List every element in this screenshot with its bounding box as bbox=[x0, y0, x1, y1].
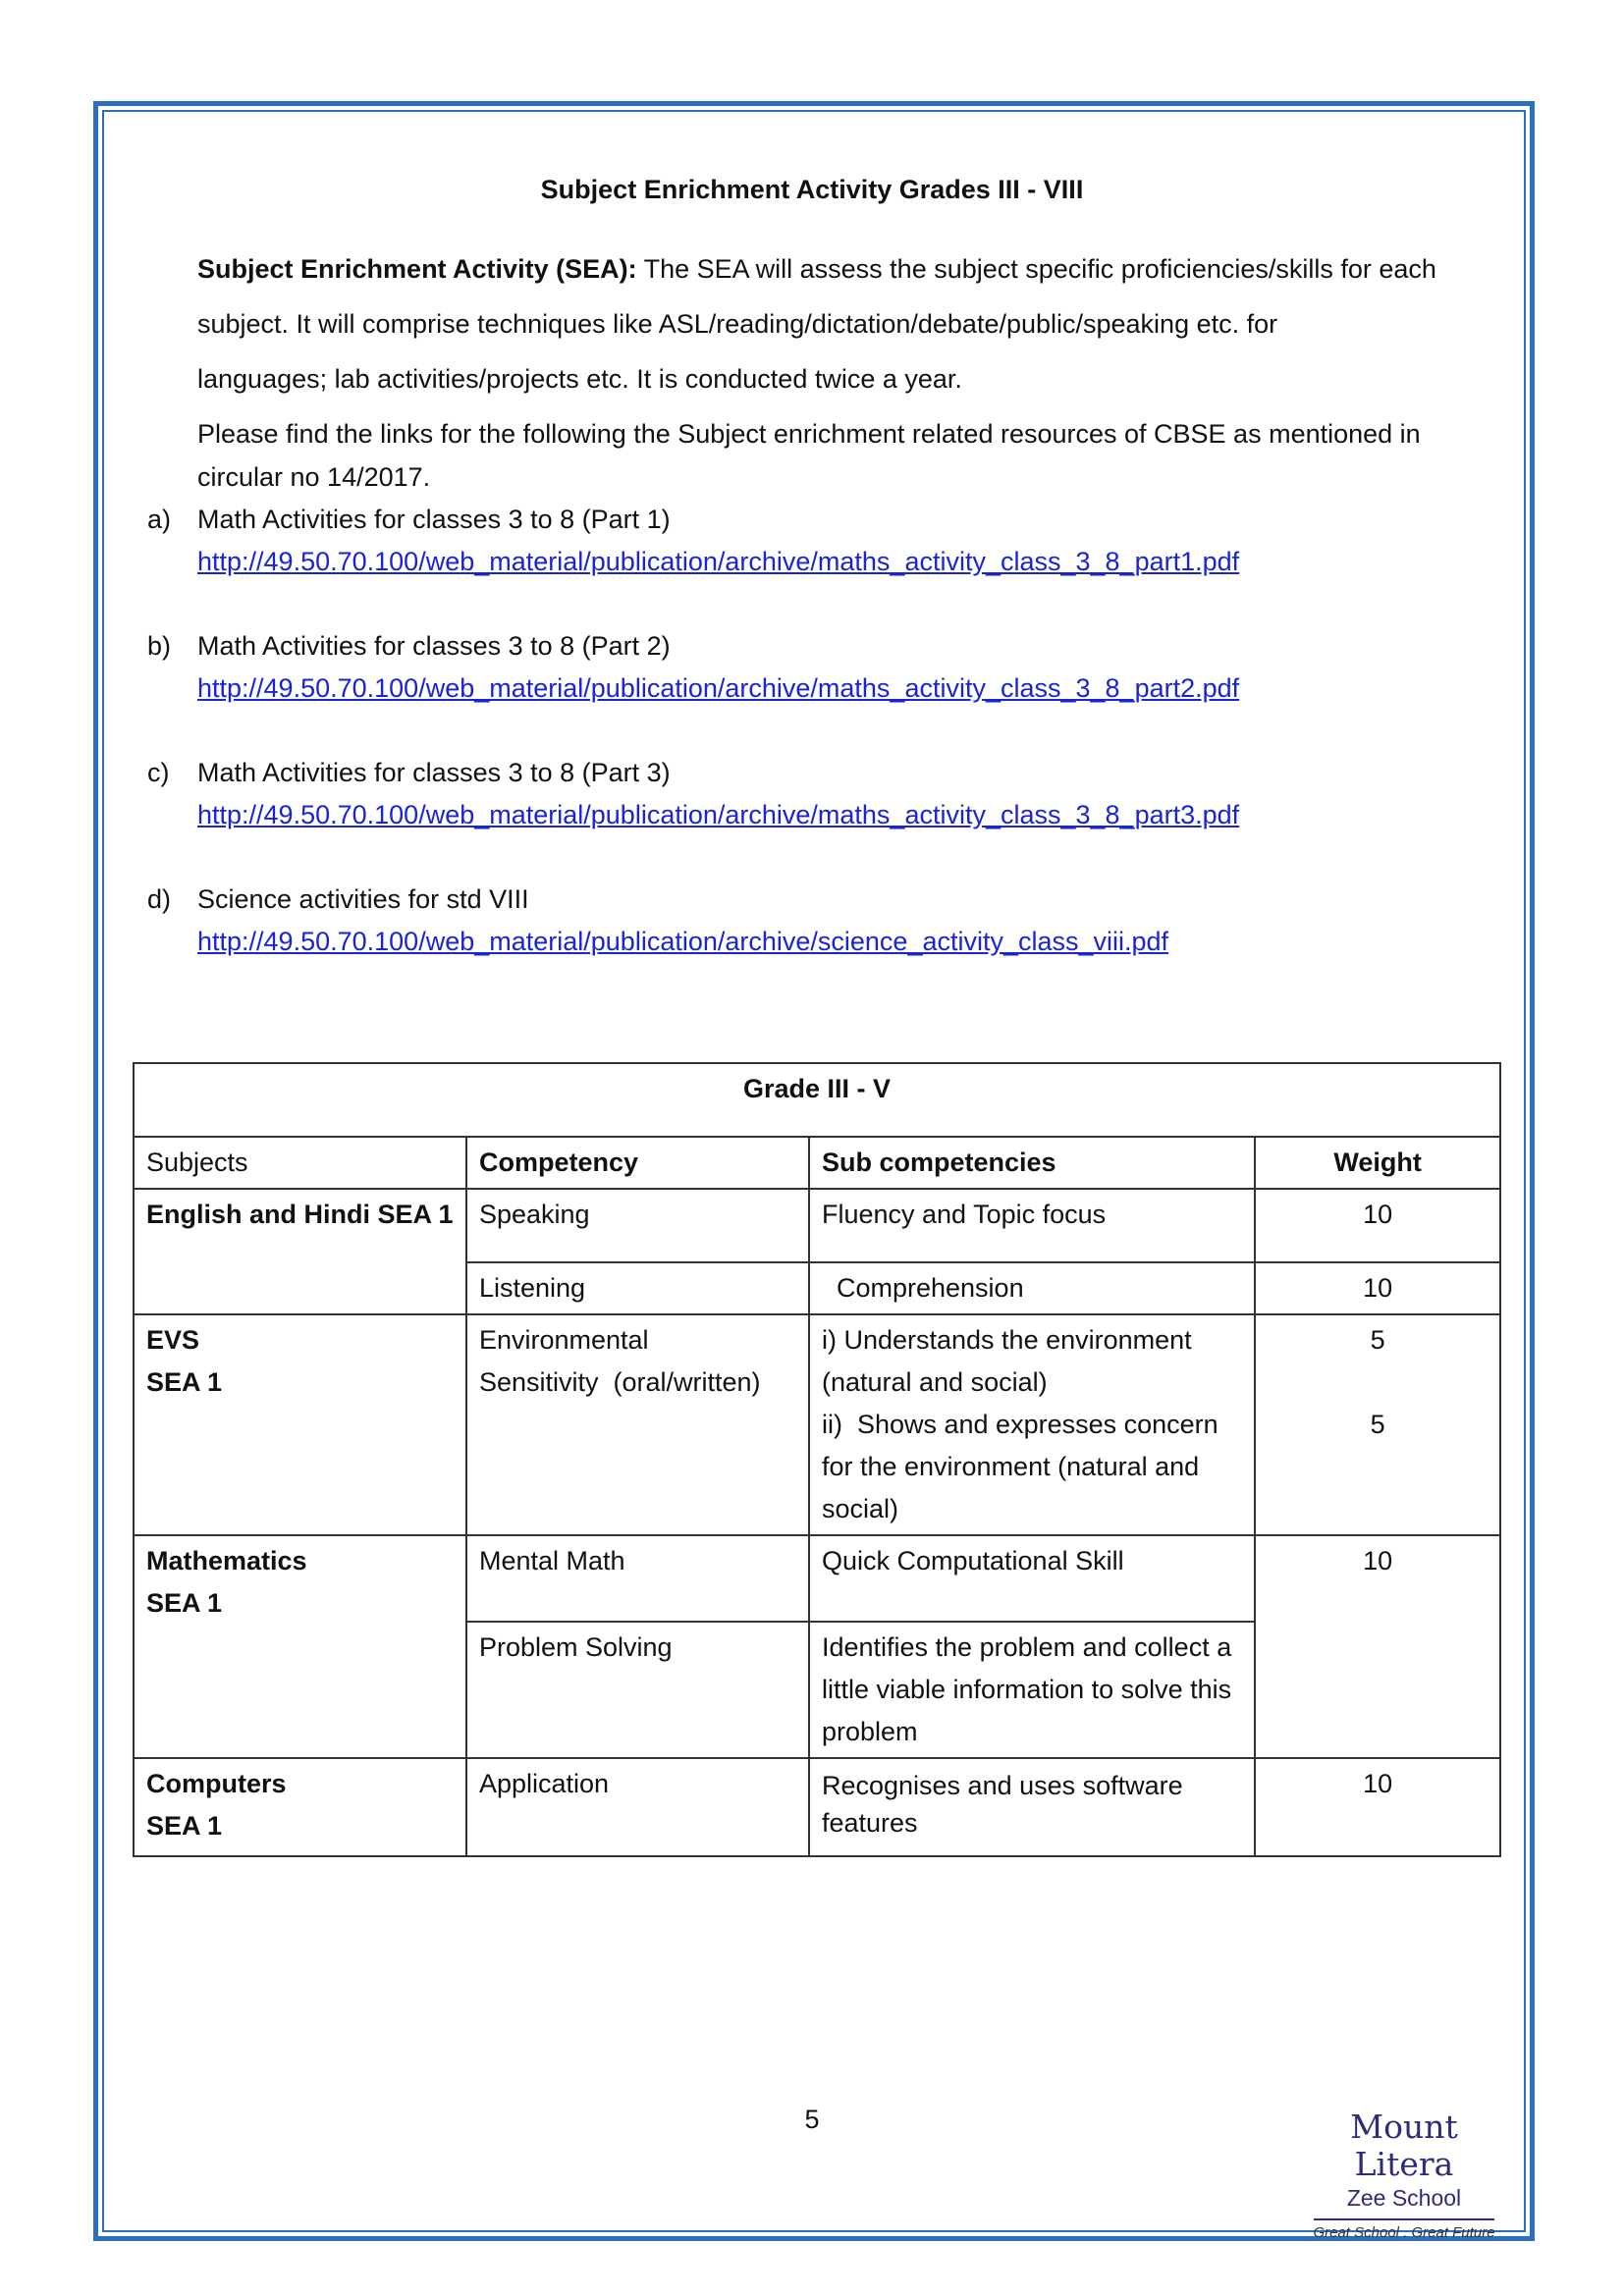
subject-mathematics bbox=[134, 1535, 466, 1758]
weight-cell: 10 bbox=[1255, 1262, 1500, 1314]
resource-marker: b) bbox=[147, 631, 172, 661]
sub-competency-line: i) Understands the environment (natural and social) bbox=[821, 1325, 1192, 1397]
competency-line: Sensitivity (oral/written) bbox=[478, 1367, 761, 1397]
header-sub-competencies: Sub competencies bbox=[809, 1137, 1255, 1189]
resource-text: Science activities for std VIII bbox=[197, 884, 529, 914]
sub-competency-cell bbox=[809, 1314, 1255, 1535]
weight-value: 5 bbox=[1370, 1410, 1385, 1439]
intro-paragraph bbox=[197, 241, 1503, 406]
table-heading: Grade III - V bbox=[134, 1063, 1500, 1137]
weight-value: 5 bbox=[1370, 1325, 1385, 1355]
subject-sea: SEA 1 bbox=[146, 1588, 223, 1618]
header-competency: Competency bbox=[466, 1137, 809, 1189]
competency-cell: Application bbox=[466, 1758, 809, 1856]
logo-divider bbox=[1314, 2218, 1494, 2220]
weight-cell bbox=[1255, 1314, 1500, 1535]
intro-label: Subject Enrichment Activity (SEA): bbox=[197, 254, 637, 284]
intro-line3: languages; lab activities/projects etc. It is conducted twice a year. bbox=[197, 364, 962, 394]
note-paragraph bbox=[197, 412, 1503, 499]
competency-cell: Mental Math bbox=[466, 1535, 809, 1622]
sub-competency-cell: Recognises and uses software features bbox=[809, 1758, 1255, 1856]
sub-competency-cell: Comprehension bbox=[809, 1262, 1255, 1314]
resource-marker: a) bbox=[147, 505, 172, 534]
note-line2: circular no 14/2017. bbox=[197, 462, 431, 492]
table-row bbox=[134, 1314, 1500, 1535]
resource-link[interactable]: http://49.50.70.100/web_material/publication/archive/science_activity_class_viii.pdf bbox=[197, 927, 1169, 956]
resource-marker: d) bbox=[147, 884, 172, 914]
subject-computers bbox=[134, 1758, 466, 1856]
subject-evs bbox=[134, 1314, 466, 1535]
sub-competency-cell: Identifies the problem and collect a little viable information to solve this problem bbox=[809, 1622, 1255, 1758]
table-row bbox=[134, 1535, 1500, 1622]
resource-text: Math Activities for classes 3 to 8 (Part 3) bbox=[197, 758, 671, 787]
sub-competency-cell: Fluency and Topic focus bbox=[809, 1189, 1255, 1262]
table-row bbox=[134, 1758, 1500, 1856]
logo-line2: Zee School bbox=[1346, 2185, 1462, 2211]
note-line1: Please find the links for the following the Subject enrichment related resources of CBSE as mentioned in bbox=[197, 419, 1421, 449]
competency-line: Environmental bbox=[478, 1325, 649, 1355]
competency-cell: Problem Solving bbox=[466, 1622, 809, 1758]
subject-name: EVS bbox=[146, 1325, 200, 1355]
subject-english-hindi: English and Hindi SEA 1 bbox=[134, 1189, 466, 1314]
resource-text: Math Activities for classes 3 to 8 (Part 1) bbox=[197, 505, 671, 534]
intro-line1: The SEA will assess the subject specific proficiencies/skills for each bbox=[636, 254, 1436, 284]
grade-table bbox=[133, 1062, 1501, 1857]
subject-name: Mathematics bbox=[146, 1546, 307, 1575]
page-title: Subject Enrichment Activity Grades III - VIII bbox=[540, 175, 1084, 204]
table-row bbox=[134, 1189, 1500, 1262]
resource-text: Math Activities for classes 3 to 8 (Part 2) bbox=[197, 631, 671, 661]
resource-link[interactable]: http://49.50.70.100/web_material/publication/archive/maths_activity_class_3_8_part3.pdf bbox=[197, 800, 1240, 829]
subject-name: Computers bbox=[146, 1769, 287, 1798]
weight-cell: 10 bbox=[1255, 1758, 1500, 1856]
resource-link[interactable]: http://49.50.70.100/web_material/publication/archive/maths_activity_class_3_8_part1.pdf bbox=[197, 547, 1240, 576]
header-weight: Weight bbox=[1255, 1137, 1500, 1189]
sub-competency-line: ii) Shows and expresses concern for the environment (natural and social) bbox=[821, 1410, 1226, 1523]
resource-marker: c) bbox=[147, 758, 170, 787]
weight-cell: 10 bbox=[1255, 1189, 1500, 1262]
weight-cell: 10 bbox=[1255, 1535, 1500, 1758]
table-heading-row bbox=[134, 1063, 1500, 1137]
resource-link[interactable]: http://49.50.70.100/web_material/publication/archive/maths_activity_class_3_8_part2.pdf bbox=[197, 673, 1240, 703]
logo-line1: Mount Litera bbox=[1350, 2108, 1458, 2183]
subject-sea: SEA 1 bbox=[146, 1367, 223, 1397]
competency-cell bbox=[466, 1314, 809, 1535]
sub-competency-cell: Quick Computational Skill bbox=[809, 1535, 1255, 1622]
school-logo bbox=[1306, 2109, 1502, 2241]
logo-tagline: Great School . Great Future bbox=[1313, 2224, 1495, 2241]
table-header-row bbox=[134, 1137, 1500, 1189]
subject-sea: SEA 1 bbox=[146, 1811, 223, 1841]
competency-cell: Listening bbox=[466, 1262, 809, 1314]
intro-line2: subject. It will comprise techniques like ASL/reading/dictation/debate/public/speaking etc. for bbox=[197, 309, 1278, 339]
page-number: 5 bbox=[804, 2105, 820, 2134]
header-subjects: Subjects bbox=[134, 1137, 466, 1189]
competency-cell: Speaking bbox=[466, 1189, 809, 1262]
